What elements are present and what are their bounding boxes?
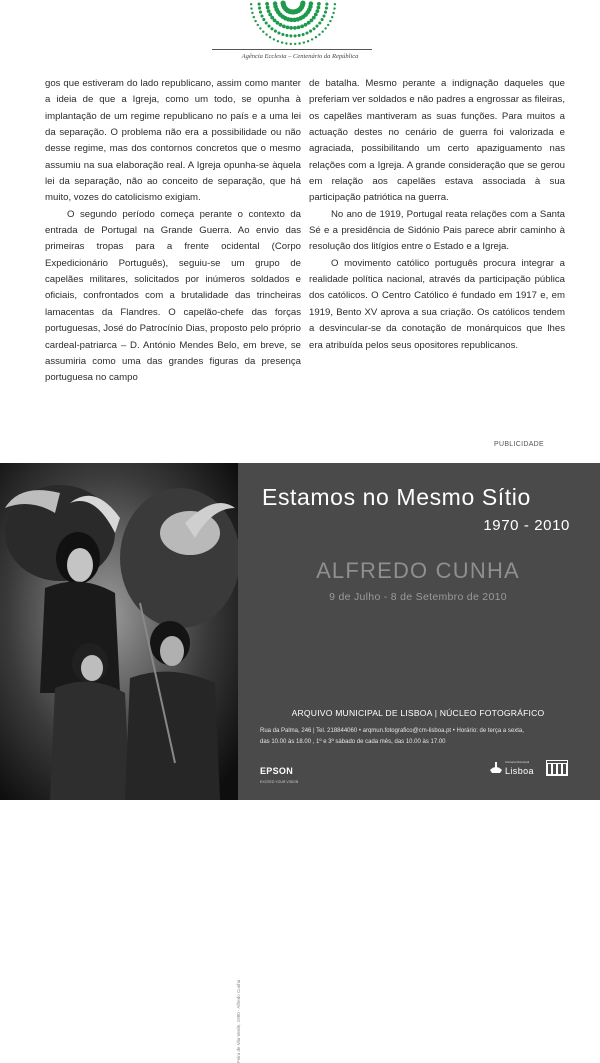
lisboa-emblem-icon [489,760,503,776]
epson-name: EPSON [260,766,294,776]
exhibition-years: 1970 - 2010 [483,517,570,534]
advertising-label: PUBLICIDADE [494,441,544,448]
article-paragraph: O movimento católico português procura integrar a realidade política nacional, através da participação pública dos católicos. O Centro Católico é fundado em 1917 e, em 1919, Bento XV aprova a sua criação. Os católicos tendem a desvincular-se da conotação de monárquicos que lhes era atribuída pelos seus opositores republicanos. [309,257,565,351]
contact-line: Rua da Palma, 246 | Tel. 218844060 • arqmun.fotografico@cm-lisboa.pt • Horário: de terça a sexta, [260,728,524,734]
lisboa-logo [489,760,534,781]
article-paragraph: O segundo período começa perante o contexto da entrada de Portugal na Grande Guerra. Ao envio das primeiras tropas para a frente ocidental (Corpo Expedicionário Português), seguiu-se um grupo de capelães militares, solicitados por inúmeros soldados e oficiais, confrontados com a brutalidade das trincheiras lamacentas da Flandres. O capelão-chefe das forças portuguesas, José do Patrocínio Dias, proposto pelo próprio cardeal-patriarca – D. António Mendes Belo, em breve, se assumiria como uma das grandes figuras da presença portuguesa no campo [45,208,301,384]
article-column-right [309,76,565,354]
epson-tagline: EXCEED YOUR VISION [260,780,299,784]
photo-credit: Feira de Vila Verde, 1980 · Alfredo Cunha [236,979,241,1063]
lisboa-council-label: Câmara Municipal [505,760,530,764]
article-paragraph: No ano de 1919, Portugal reata relações com a Santa Sé e a presidência de Sidónio Pais parece abrir caminho à resolução dos litígios entre o Estado e a Igreja. [309,208,565,253]
contact-info [260,726,580,748]
masthead [0,0,600,62]
sunburst-logo-icon [245,0,355,50]
contact-line: das 10.00 às 18.00 , 1º e 3º sábado de cada mês, das 10.00 às 17.00 [260,739,446,745]
advertisement [0,463,600,1063]
museum-logo [546,760,568,781]
masthead-rule [212,49,372,50]
article-column-left [45,76,301,387]
lisboa-name: Lisboa [505,766,534,776]
exhibition-photo [0,463,238,800]
organizer: ARQUIVO MUNICIPAL DE LISBOA | NÚCLEO FOTOGRÁFICO [291,708,545,718]
museum-icon [546,760,568,776]
article-paragraph: de batalha. Mesmo perante a indignação daqueles que preferiam ver soldados e não padres a engrossar as fileiras, os capelães mantiveram as suas funções. Para muitos a actuação destes no cenário de guerra foi valorizada e agraciada, possibilitando um certo apaziguamento nas relações com a Igreja. A grande consideração que se gerou em relação aos capelães estava associada à sua participação patriótica na guerra. [309,78,565,204]
masthead-caption: Agência Ecclesia – Centenário da República [241,53,359,60]
epson-logo [260,761,298,784]
exhibition-dates: 9 de Julho - 8 de Setembro de 2010 [329,591,507,603]
artist-name: ALFREDO CUNHA [316,558,520,583]
article-paragraph: gos que estiveram do lado republicano, assim como manter a ideia de que a Igreja, como um todo, se opunha à implantação de um regime republicano no país e a uma lei da separação. O problema não era a possibilidade ou não desse regime, mas dos contornos concretos que o mesmo assumiu na sua elaboração real. A Igreja opunha-se àquela lei da separação, não ao conceito de separação, que há muito, vozes do catolicismo exigiam. [45,78,301,204]
exhibition-title: Estamos no Mesmo Sítio [262,484,531,510]
